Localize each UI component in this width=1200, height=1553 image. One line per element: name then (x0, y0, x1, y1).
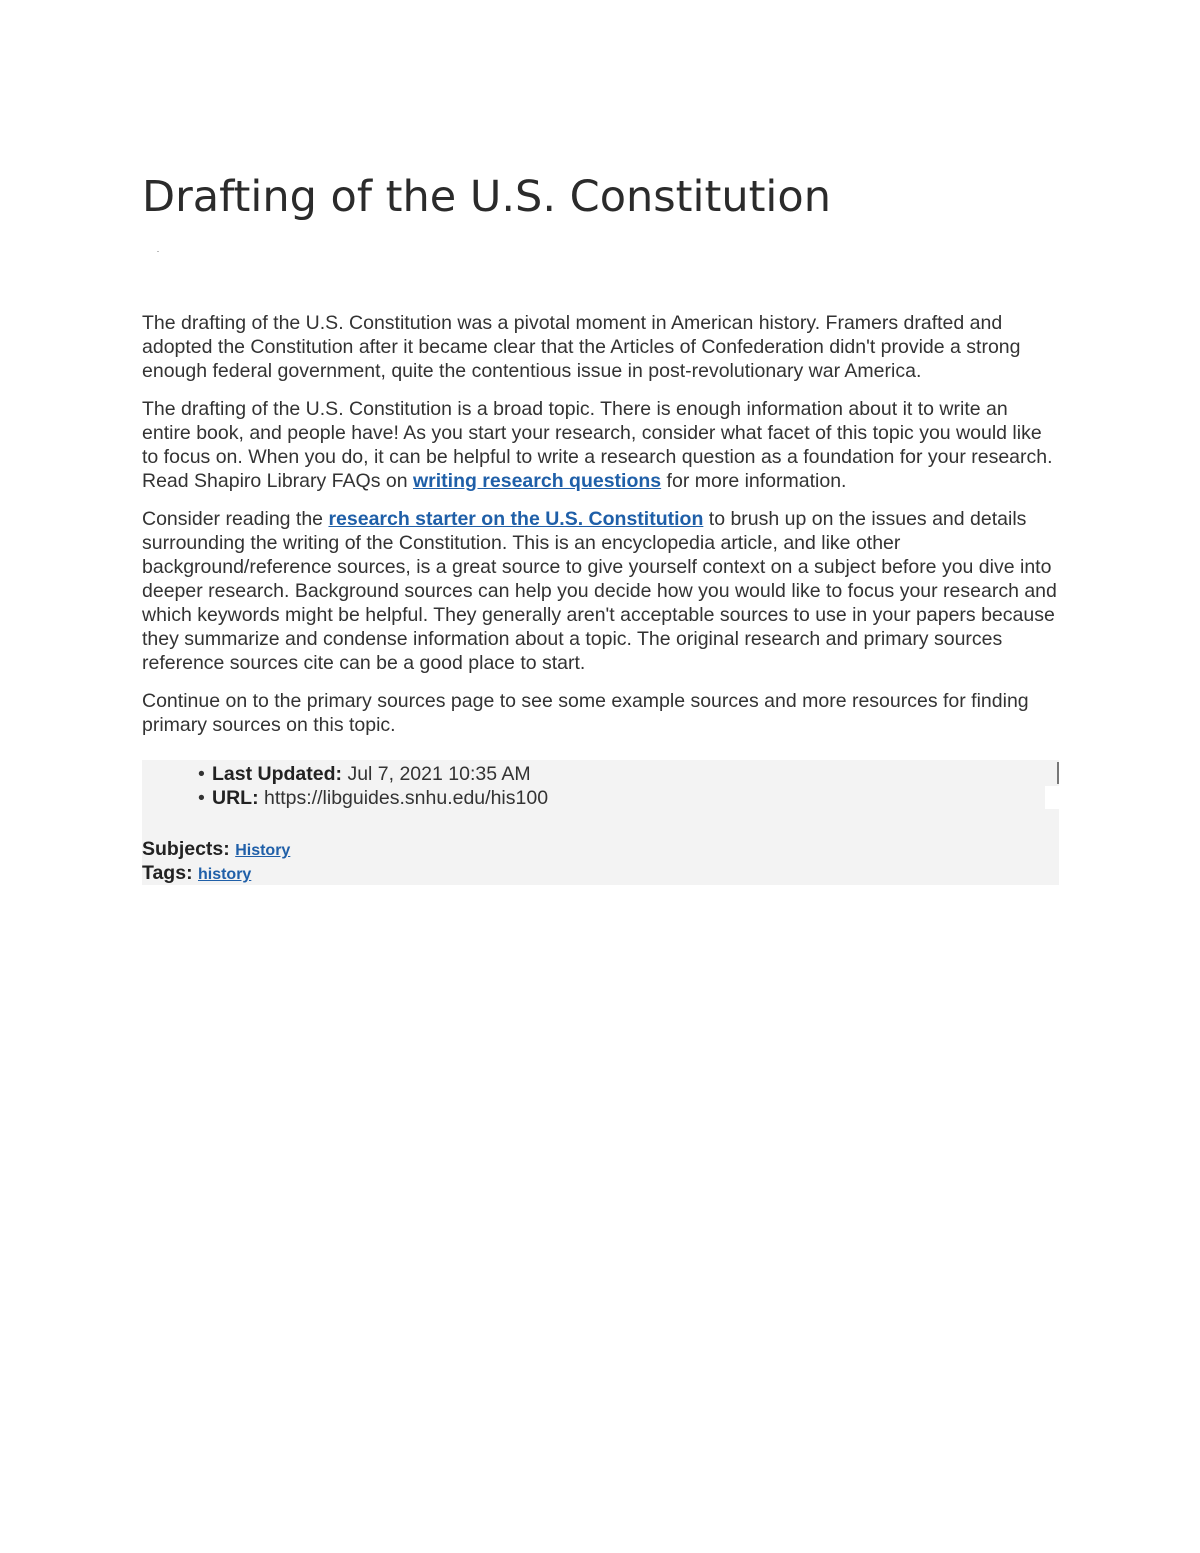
subjects-label: Subjects: (142, 838, 230, 860)
page-title: Drafting of the U.S. Constitution (142, 172, 831, 222)
paragraph-text: Consider reading the (142, 508, 329, 530)
writing-research-questions-link[interactable]: writing research questions (412, 470, 662, 492)
paragraph-intro: The drafting of the U.S. Constitution was a pivotal moment in American history. Framers drafted and adopted the Constitution after it became clear that the Articles of Confederation didn't provide a strong enough federal government, quite the contentious issue in post-revolutionary war America. (142, 312, 1021, 382)
tag-history-link[interactable]: history (197, 866, 252, 883)
url-value: https://libguides.snhu.edu/his100 (264, 787, 549, 809)
last-updated-value: Jul 7, 2021 10:35 AM (347, 763, 531, 785)
paragraph-text: for more information. (661, 470, 847, 492)
title-dot (157, 251, 159, 252)
paragraph-research-question (142, 397, 1060, 493)
paragraph-research-starter (142, 507, 1060, 675)
metadata-notch (1045, 786, 1059, 809)
guide-metadata (142, 760, 1059, 885)
paragraph-continue: Continue on to the primary sources page to see some example sources and more resources for finding primary sources on this topic. (142, 690, 1029, 736)
last-updated-item (198, 762, 548, 786)
url-label: URL: (212, 787, 259, 809)
last-updated-label: Last Updated: (212, 763, 343, 785)
tags-line (142, 861, 251, 887)
research-starter-link[interactable]: research starter on the U.S. Constitution (328, 508, 704, 530)
subject-history-link[interactable]: History (235, 842, 291, 859)
metadata-list (198, 762, 548, 810)
paragraph-text: to brush up on the issues and details surrounding the writing of the Constitution. This is an encyclopedia article, and like other background/reference sources, is a great source to give yourself context on a subject before you dive into deeper research. Background sources can help you decide how you would like to focus your research and which keywords might be helpful. They generally aren't acceptable sources to use in your papers because they summarize and condense information about a topic. The original research and primary sources reference sources cite can be a good place to start. (142, 508, 1057, 674)
metadata-divider (1057, 762, 1059, 784)
bullet: • (198, 787, 205, 809)
bullet: • (198, 763, 205, 785)
guide-content (142, 311, 1060, 751)
url-item (198, 786, 548, 810)
paragraph-text: The drafting of the U.S. Constitution is a broad topic. There is enough information about it to write an entire book, and people have! As you start your research, consider what facet of this topic you would like to focus on. When you do, it can be helpful to write a research question as a foundation for your research. Read Shapiro Library FAQs on (142, 398, 1053, 492)
tags-label: Tags: (142, 862, 193, 884)
subjects-line (142, 837, 290, 863)
